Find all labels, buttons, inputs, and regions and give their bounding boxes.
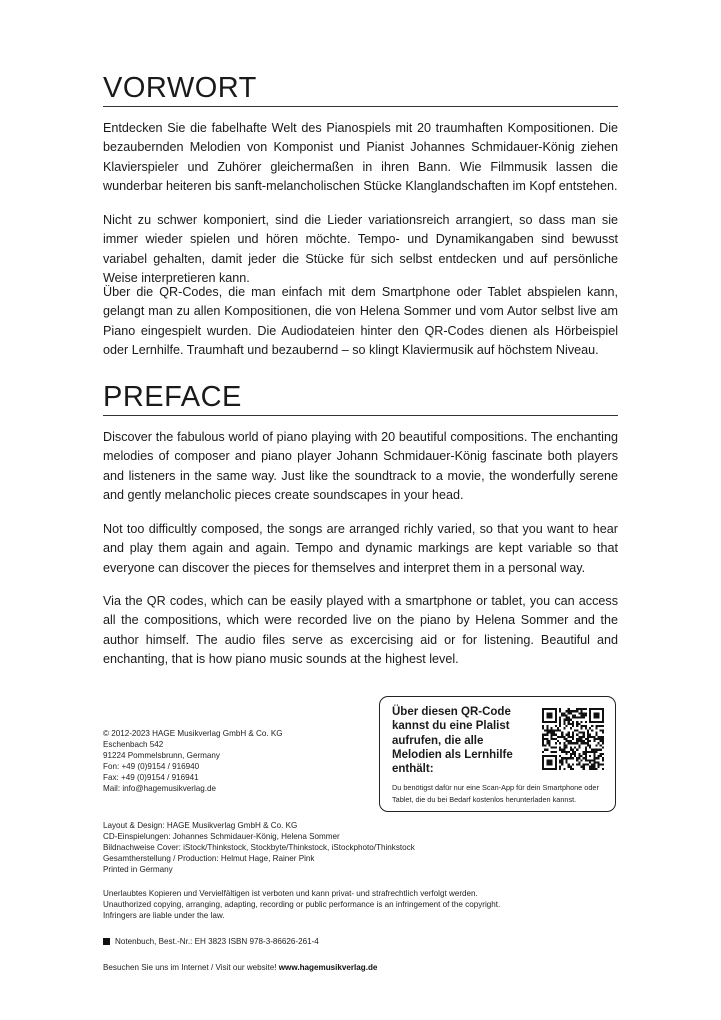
vorwort-paragraph-2: Nicht zu schwer komponiert, sind die Lieder variationsreich arrangiert, so dass man sie immer wieder spielen und hören möchte. Tempo- und Dynamikangaben sind bewusst variabel gehalten, damit jeder die Stücke für sich selbst entdecken und auf persönliche Weise interpretieren kann. [103,213,618,286]
imprint-line: Bildnachweise Cover: iStock/Thinkstock, Stockbyte/Thinkstock, iStockphoto/Thinkstock [103,842,415,852]
imprint-line: Fon: +49 (0)9154 / 916940 [103,761,200,771]
imprint-address [103,729,523,794]
footer-line [103,962,377,973]
imprint-line: Gesamtherstellung / Production: Helmut Hage, Rainer Pink [103,853,315,863]
imprint-line: Unerlaubtes Kopieren und Vervielfältigen ist verboten und kann privat- und strafrechtlich verfolgt werden. [103,889,478,898]
heading-preface: PREFACE [103,380,618,416]
qr-box-note: Du benötigst dafür nur eine Scan-App für dein Smartphone oder Tablet, die du bei Bedarf kostenlos herunterladen kannst. [392,783,599,804]
imprint-line: Mail: info@hagemusikverlag.de [103,783,217,793]
imprint-line: Eschenbach 542 [103,739,164,749]
imprint-line: © 2012-2023 HAGE Musikverlag GmbH & Co. KG [103,729,283,738]
vorwort-paragraph-1: Entdecken Sie die fabelhafte Welt des Pianospiels mit 20 traumhaften Kompositionen. Die bezaubernden Melodien von Komponist und Pianist Johannes Schmidauer-König ziehen Klavierspieler und Zuhörer gleichermaßen in ihren Bann. Wie Filmmusik lassen die wunderbar heiteren bis sanft-melancholischen Stücke Klanglandschaften im Kopf entstehen. [103,121,618,194]
preface-paragraph-1: Discover the fabulous world of piano playing with 20 beautiful compositions. The enchanting melodies of composer and piano player Johann Schmidauer-König fascinate both players and listeners in the same way. Just like the soundtrack to a movie, the wonderfully serene and gently melancholic pieces create soundscapes in your head. [103,430,618,503]
qr-code-icon[interactable] [542,708,604,770]
imprint-line: Fax: +49 (0)9154 / 916941 [103,772,199,782]
footer-text: Besuchen Sie uns im Internet / Visit our website! [103,963,279,972]
imprint-credits [103,821,523,876]
website-link[interactable]: www.hagemusikverlag.de [278,963,378,972]
heading-vorwort: VORWORT [103,71,618,107]
imprint-legal [103,889,523,922]
imprint-line: Infringers are liable under the law. [103,910,225,920]
imprint-line: CD-Einspielungen: Johannes Schmidauer-König, Helena Sommer [103,831,340,841]
catalog-text: Notenbuch, Best.-Nr.: EH 3823 ISBN 978-3-86626-261-4 [115,937,319,946]
vorwort-paragraph-3: Über die QR-Codes, die man einfach mit dem Smartphone oder Tablet abspielen kann, gelangt man zu allen Kompositionen, die von Helena Sommer und vom Autor selbst live am Piano eingespielt wurden. Die Audiodateien hinter den QR-Codes dienen als Hörbeispiel oder Lernhilfe. Traumhaft und bezaubernd – so klingt Klaviermusik auf höchstem Niveau. [103,285,618,358]
preface-paragraph-3: Via the QR codes, which can be easily played with a smartphone or tablet, you can access all the compositions, which were recorded live on the piano by Helena Sommer and the author himself. The audio files serve as excercising aid or for listening. Beautiful and enchanting, that is how piano music sounds at the highest level. [103,594,618,667]
imprint-line: Printed in Germany [103,864,173,874]
imprint-line: Layout & Design: HAGE Musikverlag GmbH & Co. KG [103,821,298,830]
qr-box-title: Über diesen QR-Code kannst du eine Plalist aufrufen, die alle Melodien als Lernhilfe enthält: [392,706,513,776]
square-bullet-icon [103,938,110,945]
preface-paragraph-2: Not too difficultly composed, the songs are arranged richly varied, so that you want to hear and play them again and again. Tempo and dynamic markings are kept variable so that everyone can discover the pieces for themselves and interpret them in a personal way. [103,522,618,575]
catalog-line [103,936,319,947]
imprint-line: Unauthorized copying, arranging, adapting, recording or public performance is an infringement of the copyright. [103,899,501,909]
imprint-line: 91224 Pommelsbrunn, Germany [103,750,220,760]
